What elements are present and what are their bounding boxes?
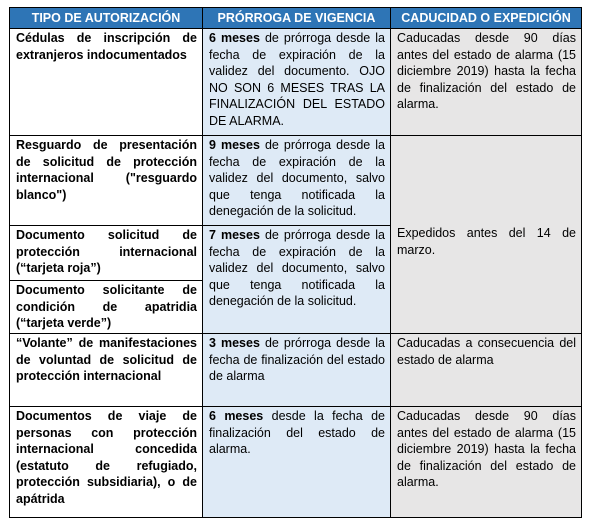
tipo-cell: Resguardo de presentación de solicitud de protección internacional ("resguardo blanco") — [10, 136, 203, 226]
tipo-cell: Documento solicitante de condición de apatridia (“tarjeta verde”) — [10, 281, 203, 334]
prorroga-cell — [203, 226, 391, 334]
caducidad-text: Expedidos antes del 14 de marzo. — [397, 226, 576, 257]
prorroga-cell — [203, 136, 391, 226]
prorroga-cell — [203, 334, 391, 407]
prorroga-text: de prórroga desde la fecha de expiración de la validez del documento. OJO NO SON 6 MESES TRAS LA FINALIZACIÓN DEL ESTADO DE ALARMA. — [209, 31, 385, 128]
table-row — [10, 407, 582, 518]
prorroga-duration: 9 meses — [209, 138, 260, 152]
prorroga-cell — [203, 29, 391, 136]
tipo-cell: Documento solicitud de protección internacional (“tarjeta roja”) — [10, 226, 203, 281]
prorroga-text: de prórroga desde la fecha de finalización del estado de alarma — [209, 336, 385, 383]
header-caducidad: CADUCIDAD O EXPEDICIÓN — [391, 8, 582, 29]
caducidad-cell: Caducadas desde 90 días antes del estado de alarma (15 diciembre 2019) hasta la fecha de finalización del estado de alarma. — [391, 29, 582, 136]
authorization-table — [9, 7, 582, 518]
prorroga-text: de prórroga desde la fecha de expiración de la validez del documento, salvo que tenga notificada la denegación de la solicitud. — [209, 228, 385, 308]
caducidad-spacer — [397, 137, 576, 225]
prorroga-duration: 6 meses — [209, 31, 260, 45]
header-prorroga: PRÓRROGA DE VIGENCIA — [203, 8, 391, 29]
table-row — [10, 136, 582, 226]
prorroga-cell — [203, 407, 391, 518]
prorroga-duration: 6 meses — [209, 409, 264, 423]
prorroga-duration: 3 meses — [209, 336, 260, 350]
caducidad-cell: Caducadas a consecuencia del estado de alarma — [391, 334, 582, 407]
tipo-cell: Cédulas de inscripción de extranjeros indocumentados — [10, 29, 203, 136]
prorroga-text: de prórroga desde la fecha de expiración de la validez del documento, salvo que tenga notificada la denegación de la solicitud. — [209, 138, 385, 218]
tipo-cell: Documentos de viaje de personas con protección internacional concedida (estatuto de refugiado, protección subsidiaria), o de apátrida — [10, 407, 203, 518]
header-tipo: TIPO DE AUTORIZACIÓN — [10, 8, 203, 29]
table-row — [10, 334, 582, 407]
table-row — [10, 29, 582, 136]
tipo-cell: “Volante” de manifestaciones de voluntad de solicitud de protección internacional — [10, 334, 203, 407]
caducidad-cell — [391, 136, 582, 334]
header-row — [10, 8, 582, 29]
prorroga-duration: 7 meses — [209, 228, 260, 242]
prorroga-text: desde la fecha de finalización del estado de alarma. — [209, 409, 385, 456]
caducidad-cell: Caducadas desde 90 días antes del estado de alarma (15 diciembre 2019) hasta la fecha de finalización del estado de alarma. — [391, 407, 582, 518]
